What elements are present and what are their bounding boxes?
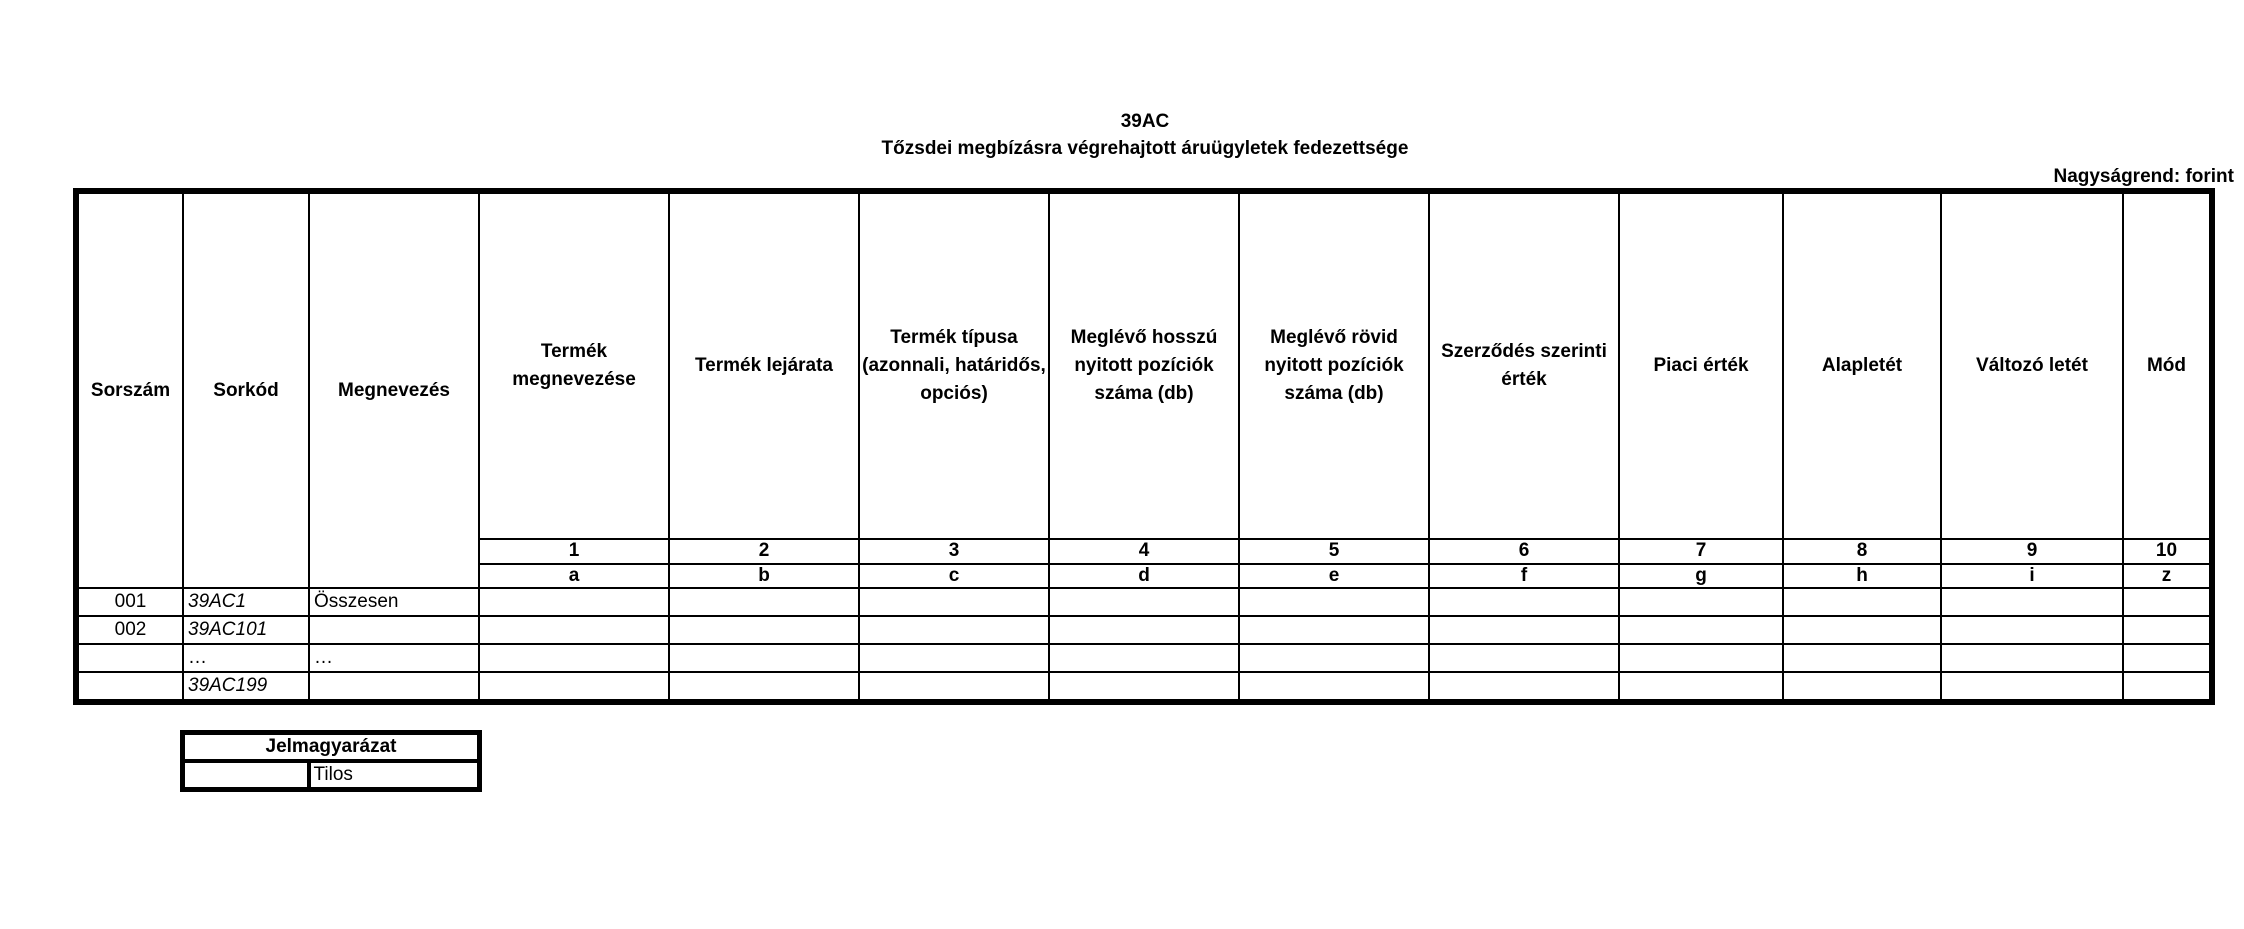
legend-swatch <box>183 761 309 790</box>
row-megnevezes: … <box>309 644 479 672</box>
column-number: 10 <box>2123 539 2212 564</box>
data-cell[interactable] <box>2123 588 2212 616</box>
row-sorszam: 002 <box>76 616 183 644</box>
header-sorkod: Sorkód <box>183 191 309 588</box>
table-row <box>76 588 2212 616</box>
data-cell[interactable] <box>479 588 669 616</box>
column-letter: h <box>1783 564 1941 589</box>
data-cell[interactable] <box>859 588 1049 616</box>
column-number: 6 <box>1429 539 1619 564</box>
data-cell[interactable] <box>2123 644 2212 672</box>
data-cell[interactable] <box>2123 616 2212 644</box>
header-col-3: Termék típusa (azonnali, határidős, opciós) <box>859 191 1049 539</box>
form-code: 39AC <box>1120 111 1170 132</box>
data-cell[interactable] <box>1239 588 1429 616</box>
data-cell[interactable] <box>1783 588 1941 616</box>
header-col-2: Termék lejárata <box>669 191 859 539</box>
data-cell[interactable] <box>1783 672 1941 702</box>
legend-table <box>180 730 482 792</box>
data-cell[interactable] <box>1239 644 1429 672</box>
row-megnevezes <box>309 672 479 702</box>
column-letter: b <box>669 564 859 589</box>
header-col-1: Termék megnevezése <box>479 191 669 539</box>
column-number: 8 <box>1783 539 1941 564</box>
header-col-8: Alapletét <box>1783 191 1941 539</box>
header-col-7: Piaci érték <box>1619 191 1783 539</box>
data-cell[interactable] <box>1049 616 1239 644</box>
column-number: 4 <box>1049 539 1239 564</box>
table-row <box>76 672 2212 702</box>
data-cell[interactable] <box>859 644 1049 672</box>
data-cell[interactable] <box>479 616 669 644</box>
header-col-10: Mód <box>2123 191 2212 539</box>
column-letter: g <box>1619 564 1783 589</box>
form-title: Tőzsdei megbízásra végrehajtott áruügyletek fedezettsége <box>881 138 1409 159</box>
column-letter: z <box>2123 564 2212 589</box>
column-number: 9 <box>1941 539 2123 564</box>
data-cell[interactable] <box>1619 588 1783 616</box>
data-cell[interactable] <box>1049 672 1239 702</box>
header-megnevezes: Megnevezés <box>309 191 479 588</box>
data-cell[interactable] <box>1239 616 1429 644</box>
column-number: 2 <box>669 539 859 564</box>
data-cell[interactable] <box>1429 672 1619 702</box>
column-letter: f <box>1429 564 1619 589</box>
row-sorszam: 001 <box>76 588 183 616</box>
main-table <box>73 188 2215 705</box>
header-col-5: Meglévő rövid nyitott pozíciók száma (db) <box>1239 191 1429 539</box>
legend-item-label: Tilos <box>309 761 480 790</box>
header-col-9: Változó letét <box>1941 191 2123 539</box>
data-cell[interactable] <box>2123 672 2212 702</box>
column-letter: a <box>479 564 669 589</box>
data-cell[interactable] <box>669 644 859 672</box>
data-cell[interactable] <box>1941 616 2123 644</box>
row-sorkod: 39AC199 <box>183 672 309 702</box>
data-cell[interactable] <box>1049 644 1239 672</box>
data-cell[interactable] <box>1619 644 1783 672</box>
data-cell[interactable] <box>669 588 859 616</box>
row-sorszam <box>76 644 183 672</box>
data-cell[interactable] <box>1619 672 1783 702</box>
legend-title: Jelmagyarázat <box>183 733 480 762</box>
data-cell[interactable] <box>479 672 669 702</box>
column-letter: i <box>1941 564 2123 589</box>
data-cell[interactable] <box>859 616 1049 644</box>
header-col-4: Meglévő hosszú nyitott pozíciók száma (db) <box>1049 191 1239 539</box>
data-cell[interactable] <box>1941 588 2123 616</box>
table-row <box>76 616 2212 644</box>
column-number: 1 <box>479 539 669 564</box>
row-megnevezes: Összesen <box>309 588 479 616</box>
data-cell[interactable] <box>479 644 669 672</box>
row-sorkod: 39AC1 <box>183 588 309 616</box>
table-row <box>76 644 2212 672</box>
row-sorszam <box>76 672 183 702</box>
data-cell[interactable] <box>1049 588 1239 616</box>
data-cell[interactable] <box>859 672 1049 702</box>
unit-label: Nagyságrend: forint <box>2053 166 2234 187</box>
row-sorkod: 39AC101 <box>183 616 309 644</box>
data-cell[interactable] <box>669 616 859 644</box>
data-cell[interactable] <box>669 672 859 702</box>
header-col-6: Szerződés szerinti érték <box>1429 191 1619 539</box>
column-letter: c <box>859 564 1049 589</box>
data-cell[interactable] <box>1783 644 1941 672</box>
data-cell[interactable] <box>1429 588 1619 616</box>
data-cell[interactable] <box>1783 616 1941 644</box>
row-megnevezes <box>309 616 479 644</box>
data-cell[interactable] <box>1941 672 2123 702</box>
data-cell[interactable] <box>1429 616 1619 644</box>
data-cell[interactable] <box>1429 644 1619 672</box>
row-sorkod: … <box>183 644 309 672</box>
data-cell[interactable] <box>1239 672 1429 702</box>
column-number: 7 <box>1619 539 1783 564</box>
column-number: 3 <box>859 539 1049 564</box>
header-sorszam: Sorszám <box>76 191 183 588</box>
column-letter: d <box>1049 564 1239 589</box>
data-cell[interactable] <box>1941 644 2123 672</box>
column-letter: e <box>1239 564 1429 589</box>
data-cell[interactable] <box>1619 616 1783 644</box>
column-number: 5 <box>1239 539 1429 564</box>
